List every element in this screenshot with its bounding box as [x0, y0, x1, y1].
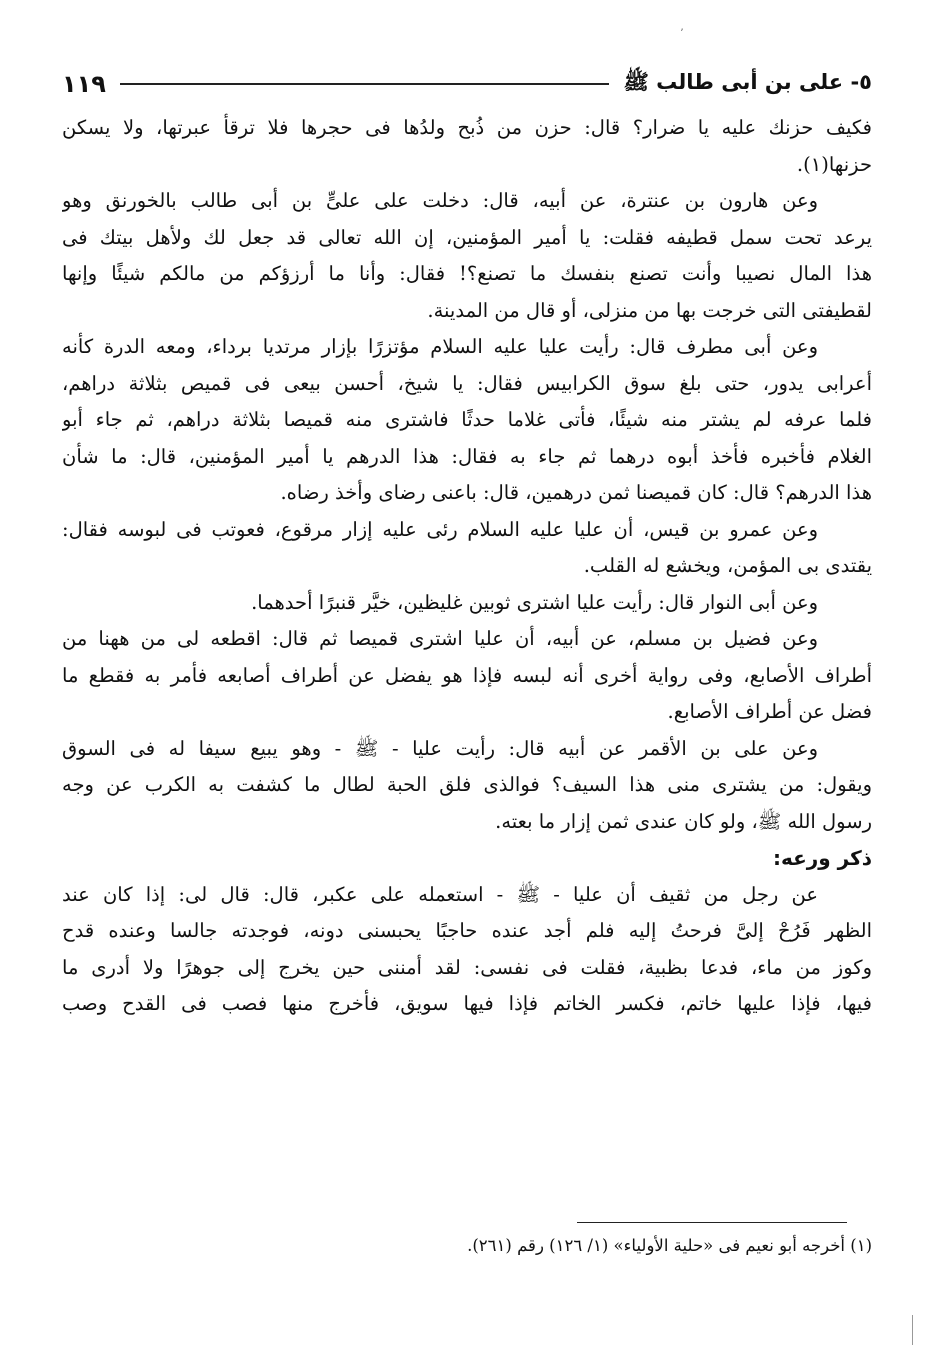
text-line: هذا المال نصيبا وأنت تصنع بنفسك ما تصنع؟! فقال: وأنا ما أرزؤكم من مالكم شيئًا وإنها	[62, 262, 872, 285]
section-heading: ذكر ورعه:	[772, 846, 872, 870]
footnote: (١) أخرجه أبو نعيم فى «حلية الأولياء» (١/ ١٢٦) رقم (٢٦١).	[467, 1236, 872, 1255]
text-line: فيها، فإذا عليها خاتم، فكسر الخاتم فإذا فيها سويق، فأخرج منها فصب فى القدح وصب	[62, 992, 872, 1015]
text-line: وعن فضيل بن مسلم، عن أبيه، أن عليا اشترى قميصا ثم قال: اقطعه لى من ههنا من	[62, 627, 818, 650]
text-line: وكوز من ماء، فدعا بظبية، فقلت فى نفسى: لقد أمننى حين يخرج إلى جوهرًا ولا أدرى ما	[62, 955, 872, 979]
text-line: هذا الدرهم؟ قال: كان قميصنا ثمن درهمين، قال: باعنى رضاى وأخذ رضاه.	[280, 481, 872, 504]
chapter-title: ٥- على بن أبى طالب ﷺ	[623, 69, 872, 94]
text-line: وعن أبى النوار قال: رأيت عليا اشترى ثوبين غليظين، خيَّر قنبرًا أحدهما.	[251, 590, 818, 614]
page-body	[62, 110, 872, 1023]
footnote-divider	[577, 1222, 847, 1223]
text-line: رسول الله ﷺ، ولو كان عندى ثمن إزار ما بعته.	[495, 809, 872, 833]
page-number: ١١٩	[62, 70, 106, 98]
text-line: وعن عمرو بن قيس، أن عليا عليه السلام رئى عليه إزار مرقوع، فعوتب فى لبوسه فقال:	[62, 517, 818, 541]
text-line: أطراف الأصابع، وفى رواية أخرى أنه لبسه فإذا هو يفضل عن أطراف أصابعه فأمر به فقطع ما	[62, 663, 872, 687]
text-line: أعرابى يدور، حتى بلغ سوق الكرابيس فقال: يا شيخ، أحسن بيعى فى قميص بثلاثة دراهم،	[62, 371, 872, 395]
header-rule	[120, 83, 610, 85]
text-line: يرعد تحت سمل قطيفه فقلت: يا أمير المؤمنين، إن الله تعالى قد جعل لك ولأهل بيتك فى	[62, 225, 872, 249]
text-line: فلما عرفه لم يشتر منه شيئًا، فأتى غلاما حدثًا فاشترى منه قميصا بثلاثة دراهم، ثم جاء أبو	[62, 408, 872, 431]
text-line: ويقول: من يشترى منى هذا السيف؟ فوالذى فلق الحبة لطال ما كشفت به الكرب عن وجه	[62, 773, 872, 796]
scan-edge-mark	[912, 1315, 913, 1345]
text-line: وعن أبى مطرف قال: رأيت عليا عليه السلام مؤتزرًا بإزار مرتديا برداء، ومعه الدرة كأنه	[62, 335, 818, 358]
page-header	[62, 62, 872, 106]
text-line: لقطيفتى التى خرجت بها من منزلى، أو قال من المدينة.	[427, 298, 872, 322]
text-line: فكيف حزنك عليه يا ضرار؟ قال: حزن من ذُبح ولدُها فى حجرها فلا ترقأ عبرتها، ولا يسكن	[62, 116, 872, 139]
text-line: الظهر فَرُحْ إلىَّ فرحتُ إليه فلم أجد عنده حاجبًا يحبسنى دونه، فوجدته جالسا وعنده قدح	[62, 919, 872, 942]
text-line: يقتدى بى المؤمن، ويخشع له القلب.	[583, 554, 872, 577]
text-line: عن رجل من ثقيف أن عليا - ﷺ - استعمله على عكبر، قال: قال لى: إذا كان عند	[62, 882, 818, 906]
text-line: وعن على بن الأقمر عن أبيه قال: رأيت عليا - ﷺ - وهو يبيع سيفا له فى السوق	[62, 736, 818, 760]
text-line: وعن هارون بن عنترة، عن أبيه، قال: دخلت على علىٍّ بن أبى طالب بالخورنق وهو	[62, 189, 818, 212]
scan-speck: ʼ	[680, 28, 684, 39]
text-line: الغلام فأخبره فأخذ أبوه درهما ثم جاء به فقال: هذا الدرهم يا أمير المؤمنين، قال: ما شأن	[62, 444, 872, 468]
text-line: فضل عن أطراف الأصابع.	[667, 700, 872, 723]
text-line: حزنها(١).	[796, 152, 872, 176]
